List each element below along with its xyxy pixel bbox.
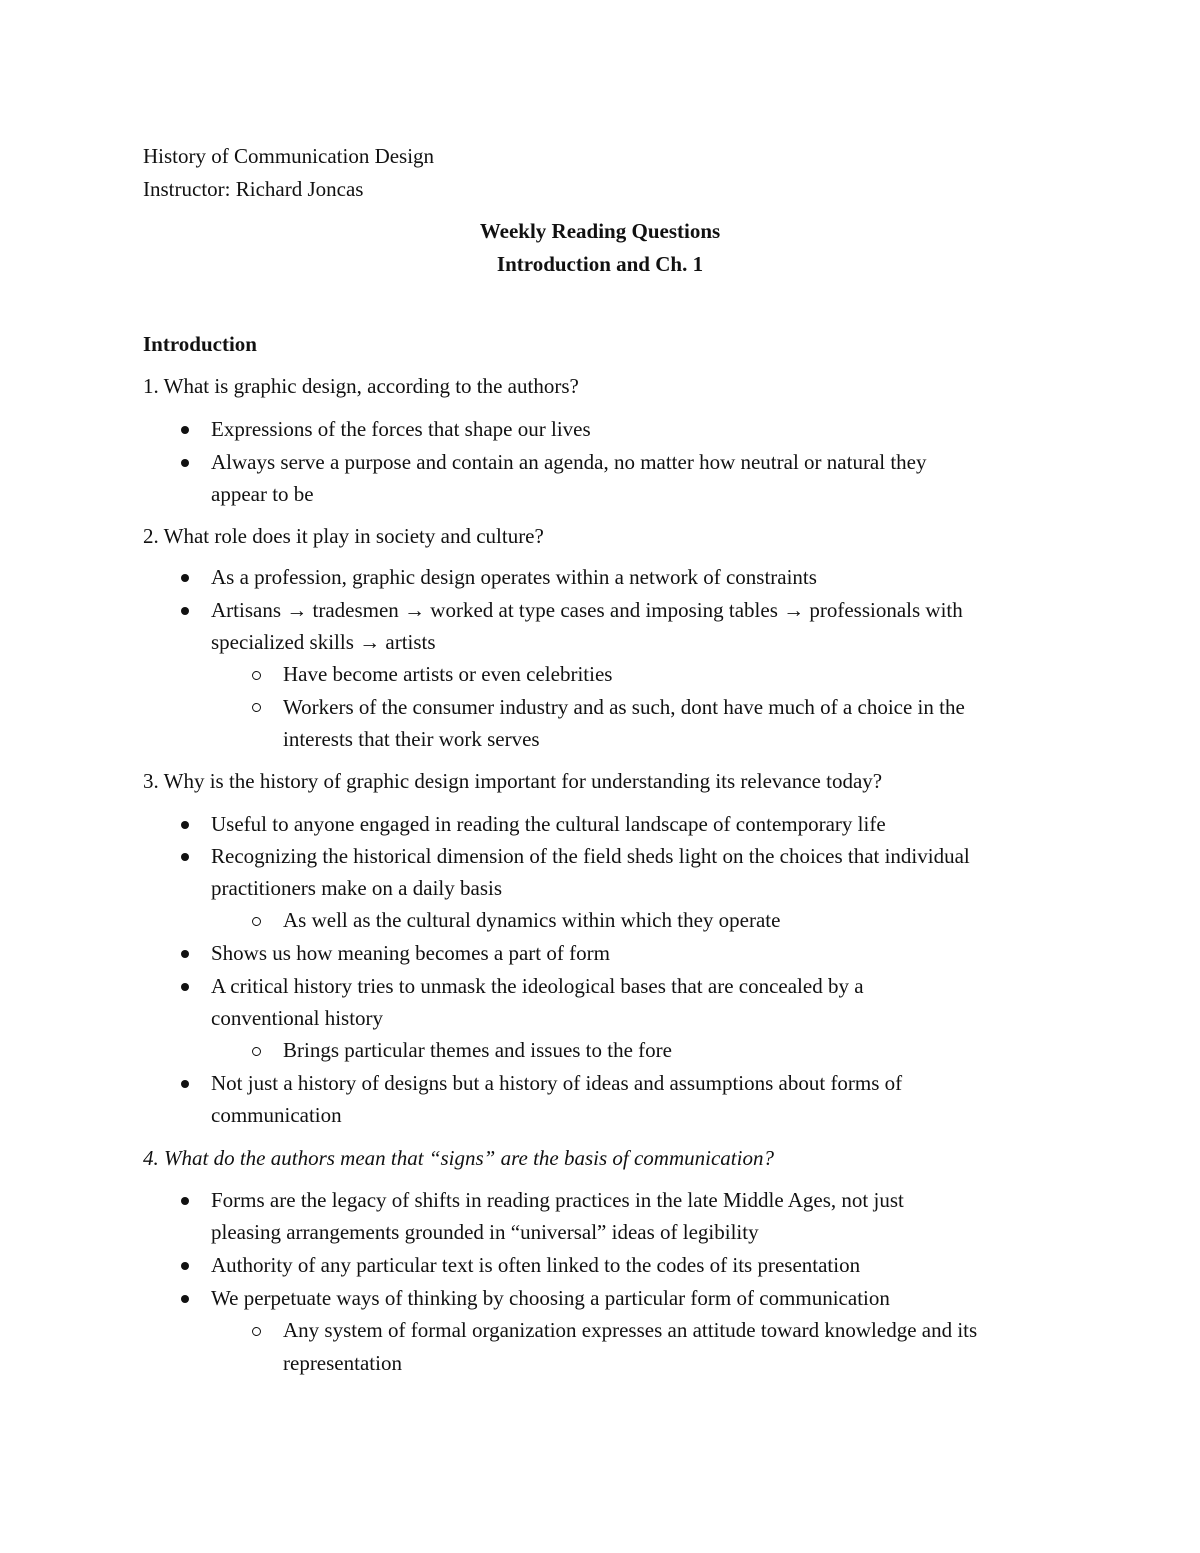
q2-sub-bullet-1: Have become artists or even celebrities	[283, 662, 613, 686]
question-4: 4. What do the authors mean that “signs” are the basis of communication?	[143, 1146, 774, 1170]
bullet-icon	[181, 853, 189, 861]
bullet-icon	[181, 950, 189, 958]
q3-sub-bullet-2: Brings particular themes and issues to the fore	[283, 1038, 672, 1062]
bullet-icon	[181, 1197, 189, 1205]
course-title: History of Communication Design	[143, 144, 435, 168]
question-2: 2. What role does it play in society and culture?	[143, 524, 544, 548]
q4-bullet-1-line-1: Forms are the legacy of shifts in reading practices in the late Middle Ages, not just	[211, 1188, 904, 1212]
question-3: 3. Why is the history of graphic design important for understanding its relevance today?	[143, 769, 883, 793]
sub-bullet-icon	[252, 703, 261, 712]
q2-sub-bullet-2-line-2: interests that their work serves	[283, 727, 540, 751]
bullet-icon	[181, 426, 189, 434]
bullet-icon	[181, 574, 189, 582]
q3-bullet-5-line-1: Not just a history of designs but a history of ideas and assumptions about forms of	[211, 1071, 903, 1095]
q3-bullet-2-line-1: Recognizing the historical dimension of the field sheds light on the choices that individual	[211, 844, 970, 868]
bullet-icon	[181, 821, 189, 829]
q3-bullet-3: Shows us how meaning becomes a part of form	[211, 941, 610, 965]
q4-bullet-1-line-2: pleasing arrangements grounded in “universal” ideas of legibility	[211, 1220, 759, 1244]
q3-bullet-2-line-2: practitioners make on a daily basis	[211, 876, 502, 900]
q1-bullet-2-line-1: Always serve a purpose and contain an agenda, no matter how neutral or natural they	[211, 450, 927, 474]
q3-sub-bullet-1: As well as the cultural dynamics within which they operate	[283, 908, 781, 932]
q2-bullet-2-line-1: Artisans → tradesmen → worked at type cases and imposing tables → professionals with	[211, 598, 963, 622]
q1-bullet-1: Expressions of the forces that shape our lives	[211, 417, 591, 441]
question-1: 1. What is graphic design, according to the authors?	[143, 374, 579, 398]
q2-sub-bullet-2-line-1: Workers of the consumer industry and as such, dont have much of a choice in the	[283, 695, 965, 719]
bullet-icon	[181, 1080, 189, 1088]
q3-bullet-4-line-2: conventional history	[211, 1006, 384, 1030]
q4-sub-bullet-1-line-1: Any system of formal organization expresses an attitude toward knowledge and its	[283, 1318, 978, 1342]
q3-bullet-4-line-1: A critical history tries to unmask the ideological bases that are concealed by a	[211, 974, 864, 998]
q2-bullet-2-line-2: specialized skills → artists	[211, 630, 436, 654]
q2-bullet-1: As a profession, graphic design operates within a network of constraints	[211, 565, 817, 589]
instructor-line: Instructor: Richard Joncas	[143, 177, 364, 201]
q4-bullet-2: Authority of any particular text is often linked to the codes of its presentation	[211, 1253, 861, 1277]
sub-bullet-icon	[252, 1047, 261, 1056]
bullet-icon	[181, 607, 189, 615]
sub-bullet-icon	[252, 1327, 261, 1336]
q1-bullet-2-line-2: appear to be	[211, 482, 314, 506]
sub-bullet-icon	[252, 917, 261, 926]
bullet-icon	[181, 1262, 189, 1270]
q3-bullet-1: Useful to anyone engaged in reading the cultural landscape of contemporary life	[211, 812, 886, 836]
document-subtitle: Introduction and Ch. 1	[496, 252, 704, 276]
document-title: Weekly Reading Questions	[479, 219, 721, 243]
q4-sub-bullet-1-line-2: representation	[283, 1351, 402, 1375]
bullet-icon	[181, 983, 189, 991]
section-heading: Introduction	[143, 332, 257, 356]
q3-bullet-5-line-2: communication	[211, 1103, 342, 1127]
q4-bullet-3: We perpetuate ways of thinking by choosing a particular form of communication	[211, 1286, 890, 1310]
bullet-icon	[181, 459, 189, 467]
sub-bullet-icon	[252, 671, 261, 680]
bullet-icon	[181, 1295, 189, 1303]
